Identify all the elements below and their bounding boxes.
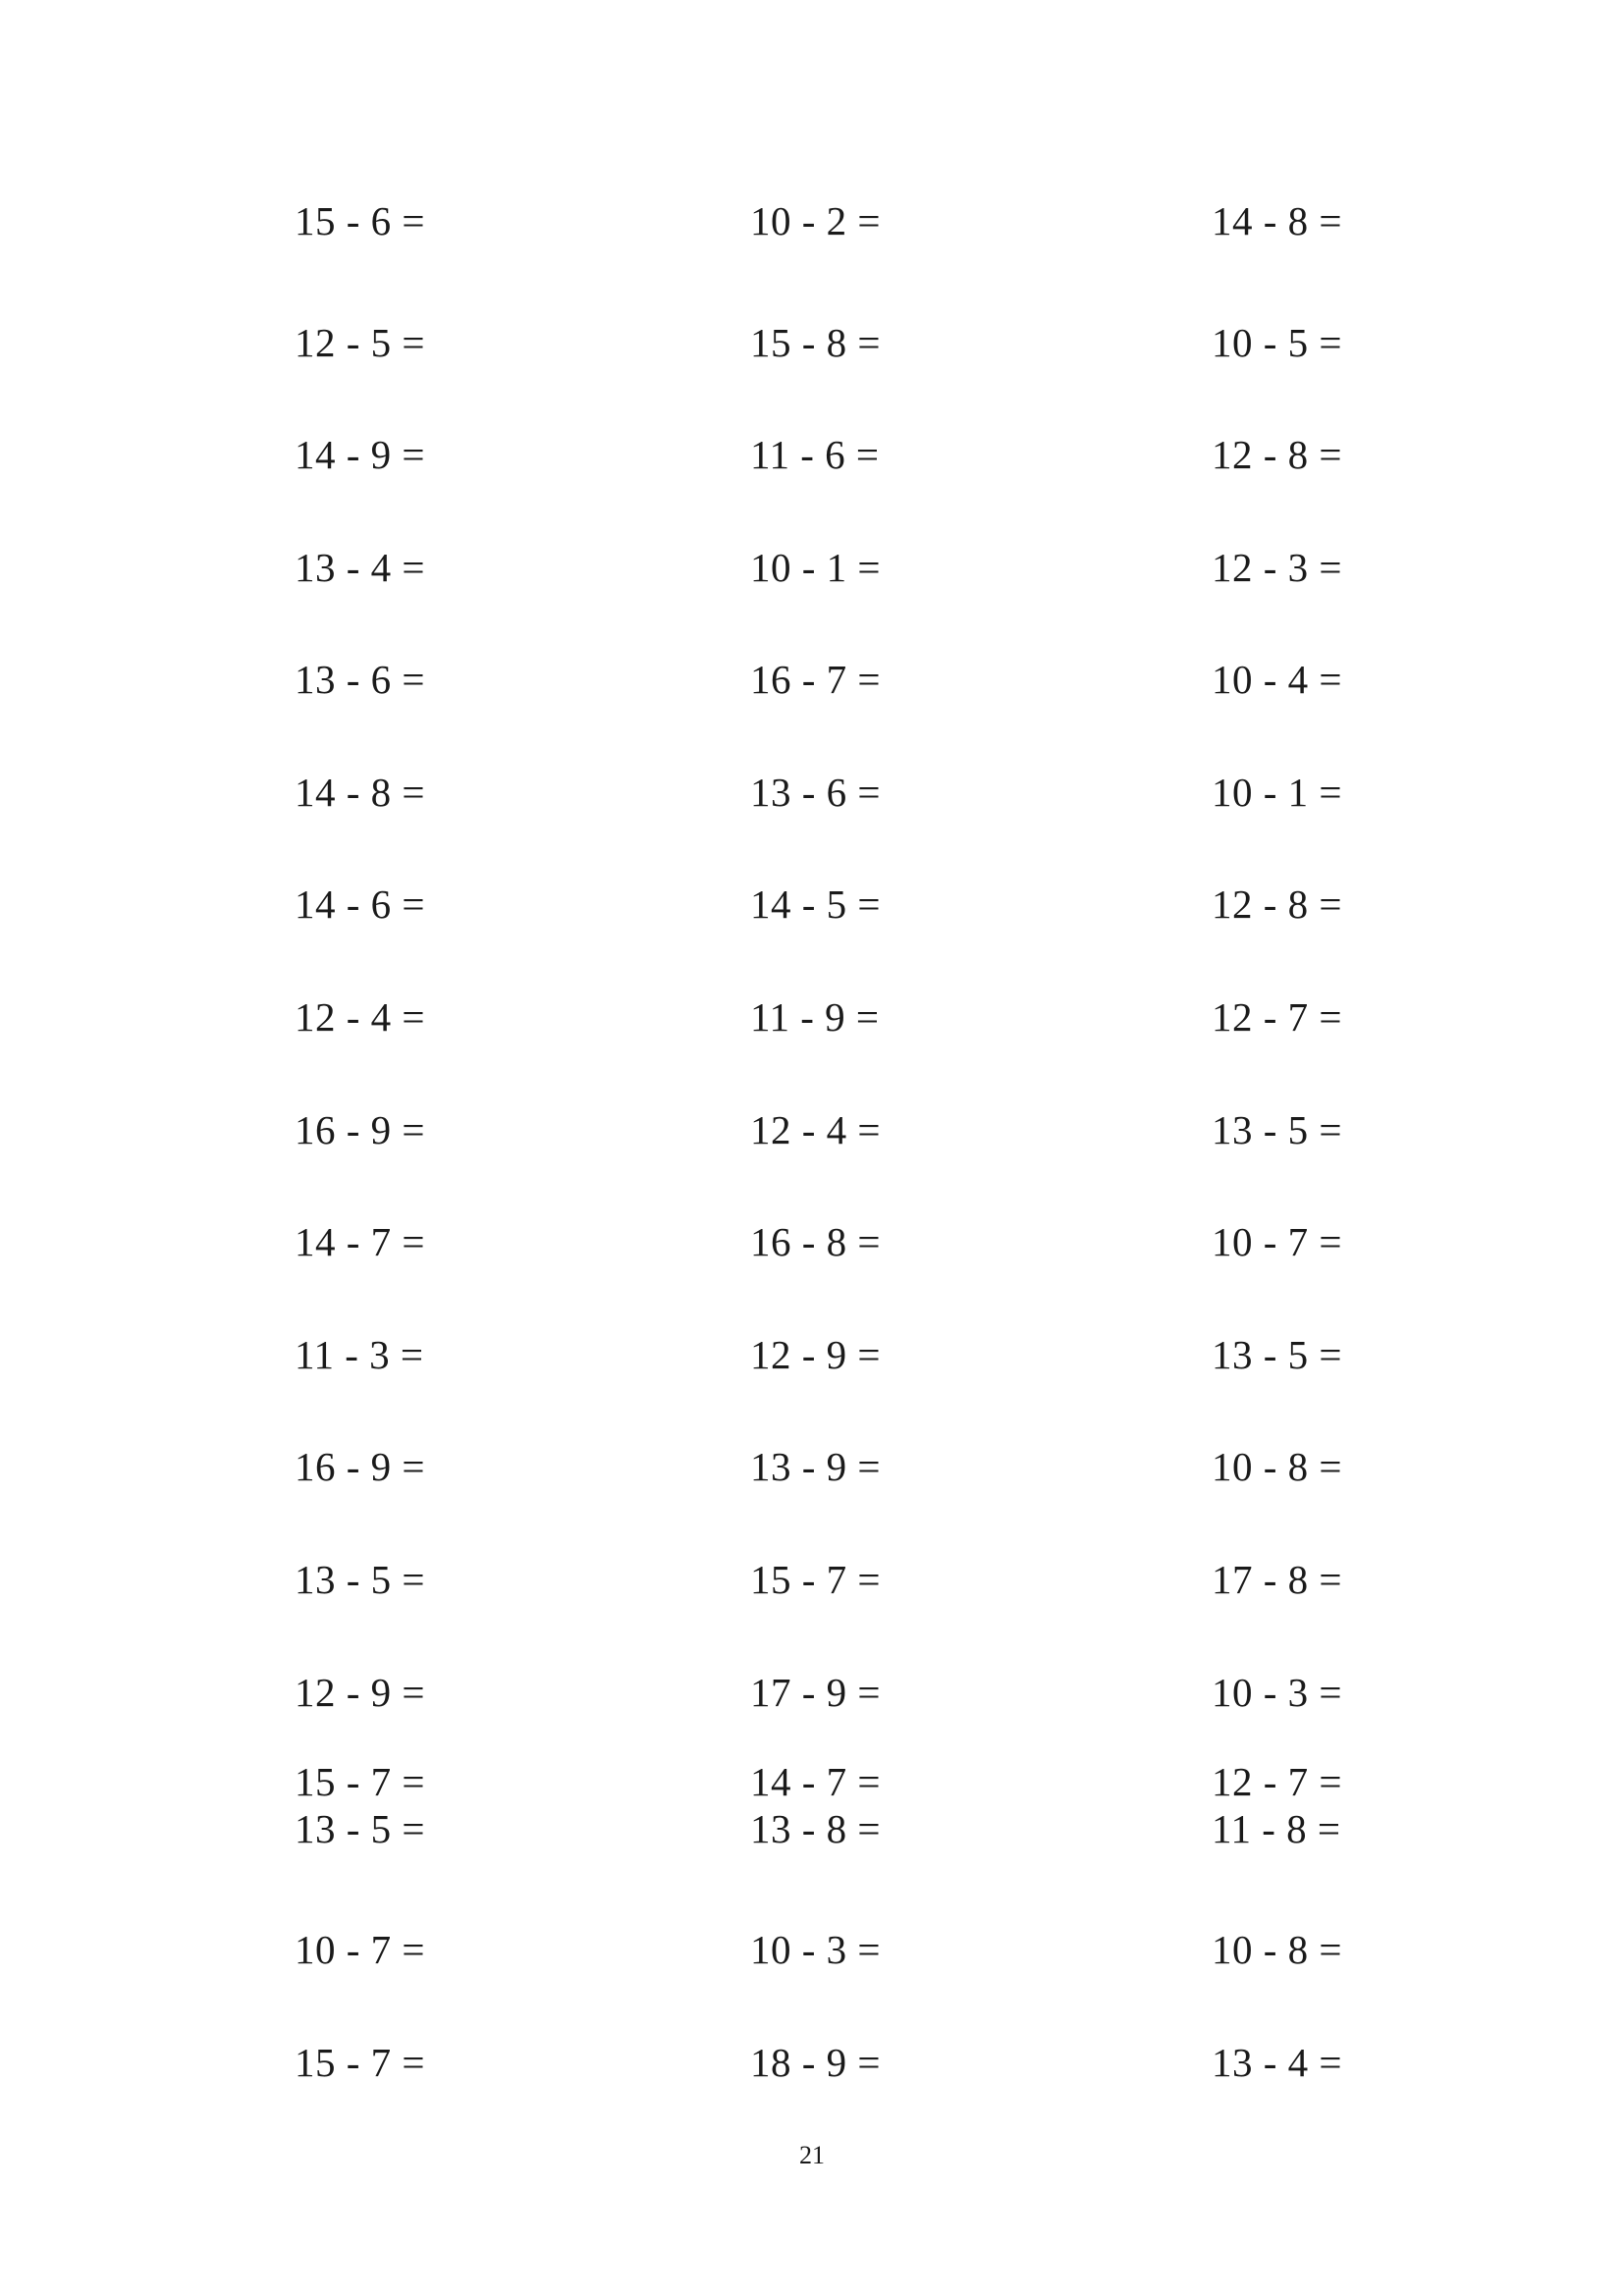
problem-1-3: 14 - 8 = — [1212, 198, 1343, 243]
problem-18-2: 18 - 9 = — [750, 2040, 882, 2085]
problem-12-3: 10 - 8 = — [1212, 1444, 1343, 1489]
problem-2-2: 15 - 8 = — [750, 320, 882, 365]
problem-11-2: 12 - 9 = — [750, 1332, 882, 1377]
problem-3-2: 11 - 6 = — [750, 432, 880, 477]
problem-13-1: 13 - 5 = — [295, 1557, 426, 1602]
problem-12-1: 16 - 9 = — [295, 1444, 426, 1489]
problem-1-1: 15 - 6 = — [295, 198, 426, 243]
problem-3-1: 14 - 9 = — [295, 432, 426, 477]
problem-15-3: 12 - 7 = — [1212, 1759, 1343, 1804]
problem-12-2: 13 - 9 = — [750, 1444, 882, 1489]
problem-2-1: 12 - 5 = — [295, 320, 426, 365]
page-number: 21 — [799, 2141, 825, 2169]
problem-17-1: 10 - 7 = — [295, 1927, 426, 1972]
problem-6-1: 14 - 8 = — [295, 770, 426, 815]
problem-4-2: 10 - 1 = — [750, 545, 882, 590]
problem-17-2: 10 - 3 = — [750, 1927, 882, 1972]
problem-4-1: 13 - 4 = — [295, 545, 426, 590]
problem-15-1: 15 - 7 = — [295, 1759, 426, 1804]
problem-14-2: 17 - 9 = — [750, 1670, 882, 1715]
problem-2-3: 10 - 5 = — [1212, 320, 1343, 365]
problem-7-3: 12 - 8 = — [1212, 881, 1343, 927]
problem-10-1: 14 - 7 = — [295, 1219, 426, 1264]
problem-10-3: 10 - 7 = — [1212, 1219, 1343, 1264]
problem-16-3: 11 - 8 = — [1212, 1806, 1341, 1851]
problem-15-2: 14 - 7 = — [750, 1759, 882, 1804]
problem-7-2: 14 - 5 = — [750, 881, 882, 927]
problem-6-3: 10 - 1 = — [1212, 770, 1343, 815]
problem-1-2: 10 - 2 = — [750, 198, 882, 243]
problem-8-1: 12 - 4 = — [295, 994, 426, 1040]
problem-8-3: 12 - 7 = — [1212, 994, 1343, 1040]
problem-14-1: 12 - 9 = — [295, 1670, 426, 1715]
problem-11-3: 13 - 5 = — [1212, 1332, 1343, 1377]
problem-18-1: 15 - 7 = — [295, 2040, 426, 2085]
problem-4-3: 12 - 3 = — [1212, 545, 1343, 590]
problem-9-1: 16 - 9 = — [295, 1107, 426, 1152]
problem-18-3: 13 - 4 = — [1212, 2040, 1343, 2085]
problem-9-3: 13 - 5 = — [1212, 1107, 1343, 1152]
problem-13-3: 17 - 8 = — [1212, 1557, 1343, 1602]
problem-14-3: 10 - 3 = — [1212, 1670, 1343, 1715]
problem-5-3: 10 - 4 = — [1212, 657, 1343, 702]
problem-16-2: 13 - 8 = — [750, 1806, 882, 1851]
problem-16-1: 13 - 5 = — [295, 1806, 426, 1851]
problem-7-1: 14 - 6 = — [295, 881, 426, 927]
problem-3-3: 12 - 8 = — [1212, 432, 1343, 477]
problem-8-2: 11 - 9 = — [750, 994, 880, 1040]
problem-10-2: 16 - 8 = — [750, 1219, 882, 1264]
problem-17-3: 10 - 8 = — [1212, 1927, 1343, 1972]
problem-9-2: 12 - 4 = — [750, 1107, 882, 1152]
problem-11-1: 11 - 3 = — [295, 1332, 424, 1377]
problem-5-1: 13 - 6 = — [295, 657, 426, 702]
problem-6-2: 13 - 6 = — [750, 770, 882, 815]
problem-13-2: 15 - 7 = — [750, 1557, 882, 1602]
problem-5-2: 16 - 7 = — [750, 657, 882, 702]
